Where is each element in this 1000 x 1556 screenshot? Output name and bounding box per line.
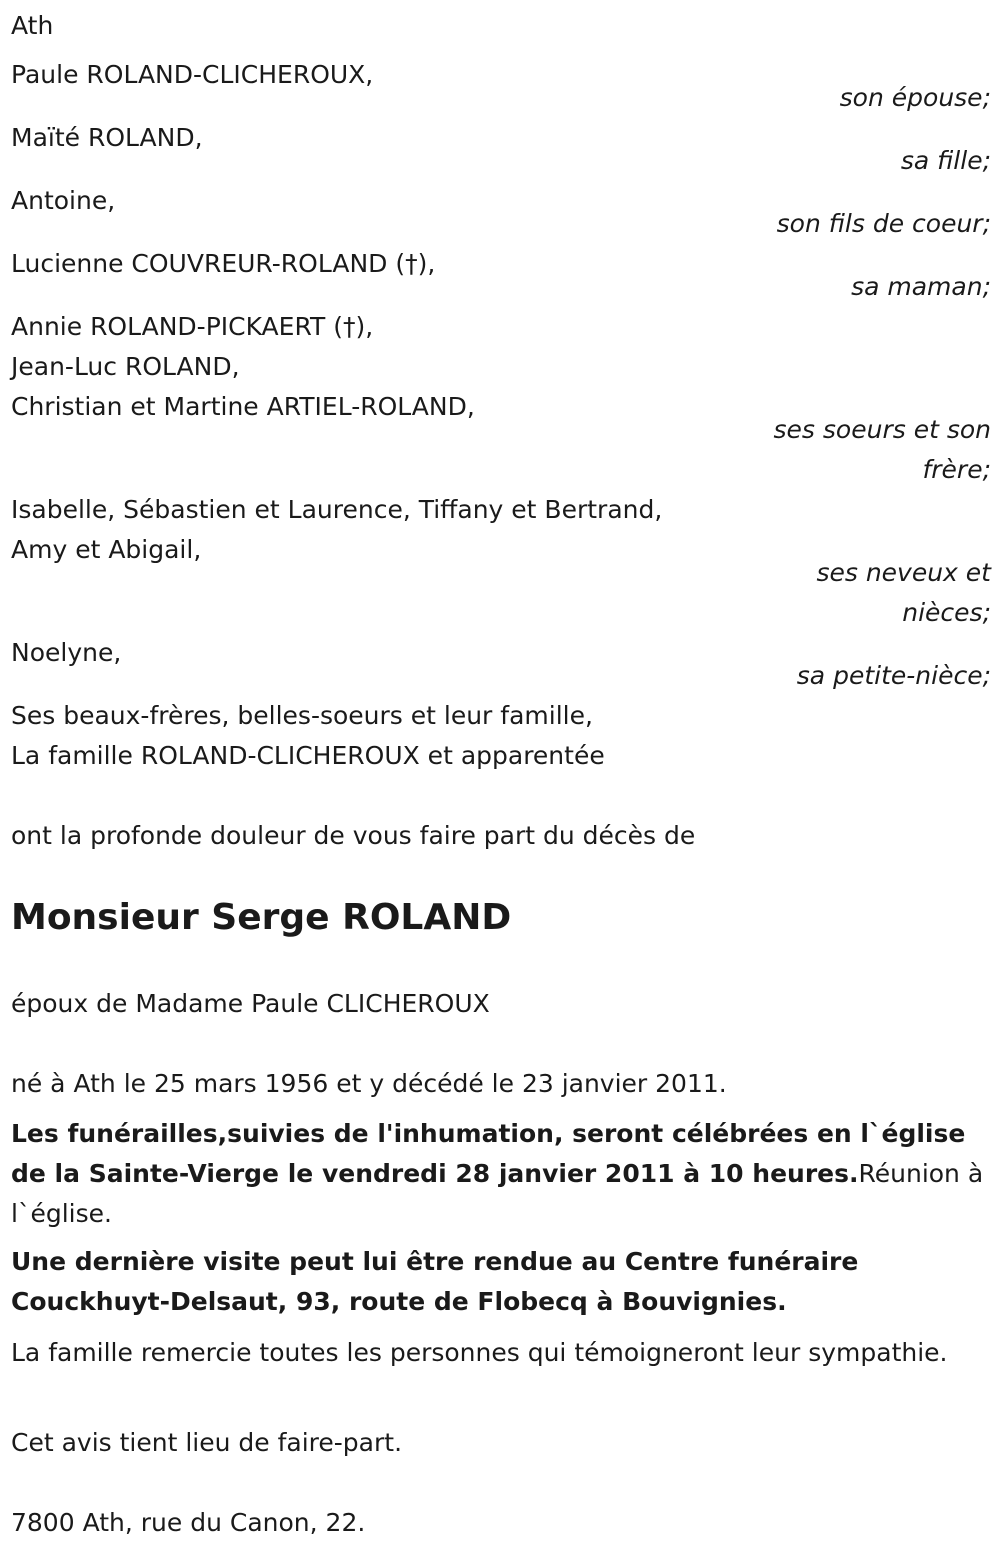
extended-family-line: Ses beaux-frères, belles-soeurs et leur famille,	[11, 701, 593, 730]
family-name-mother: Lucienne COUVREUR-ROLAND (†),	[11, 249, 436, 278]
nephew-names: Isabelle, Sébastien et Laurence, Tiffany et Bertrand,	[11, 495, 663, 524]
funeral-details: Les funérailles,suivies de l'inhumation, seront célébrées en l`église de la Sainte-Vierge le vendredi 28 janvier 2011 à 10 heures.	[11, 1119, 966, 1188]
deceased-name: Monsieur Serge ROLAND	[11, 897, 512, 938]
birth-death-line: né à Ath le 25 mars 1956 et y décédé le 23 janvier 2011.	[11, 1069, 727, 1098]
address-line: 7800 Ath, rue du Canon, 22.	[11, 1508, 366, 1537]
thanks-paragraph: La famille remercie toutes les personnes qui témoigneront leur sympathie.	[11, 1338, 948, 1367]
city-header: Ath	[11, 11, 54, 40]
notice-line: Cet avis tient lieu de faire-part.	[11, 1428, 403, 1457]
grandniece-name: Noelyne,	[11, 638, 122, 667]
relation-son-of-heart: son fils de coeur;	[776, 209, 991, 238]
obituary-notice	[11, 0, 991, 1556]
relation-spouse: son épouse;	[839, 83, 991, 112]
sibling-name: Jean-Luc ROLAND,	[11, 352, 240, 381]
relation-siblings-line2: frère;	[922, 455, 991, 484]
nephew-names: Amy et Abigail,	[11, 535, 202, 564]
family-name-spouse: Paule ROLAND-CLICHEROUX,	[11, 60, 374, 89]
family-name-daughter: Maïté ROLAND,	[11, 123, 203, 152]
relation-nephews-line1: ses neveux et	[816, 558, 991, 587]
sibling-name: Christian et Martine ARTIEL-ROLAND,	[11, 392, 475, 421]
relation-grandniece: sa petite-nièce;	[796, 661, 991, 690]
relation-daughter: sa fille;	[900, 146, 991, 175]
relation-mother: sa maman;	[851, 272, 991, 301]
extended-family-line: La famille ROLAND-CLICHEROUX et apparentée	[11, 741, 605, 770]
relation-siblings-line1: ses soeurs et son	[773, 415, 991, 444]
funeral-paragraph	[11, 1114, 986, 1234]
funeral-meeting: Réunion à l`église.	[11, 1159, 984, 1228]
family-name-son-of-heart: Antoine,	[11, 186, 116, 215]
announcement-text: ont la profonde douleur de vous faire part du décès de	[11, 821, 696, 850]
relation-nephews-line2: nièces;	[902, 598, 991, 627]
visit-paragraph: Une dernière visite peut lui être rendue au Centre funéraire Couckhuyt-Delsaut, 93, route de Flobecq à Bouvignies.	[11, 1247, 859, 1316]
spouse-line: époux de Madame Paule CLICHEROUX	[11, 989, 490, 1018]
sibling-name: Annie ROLAND-PICKAERT (†),	[11, 312, 374, 341]
